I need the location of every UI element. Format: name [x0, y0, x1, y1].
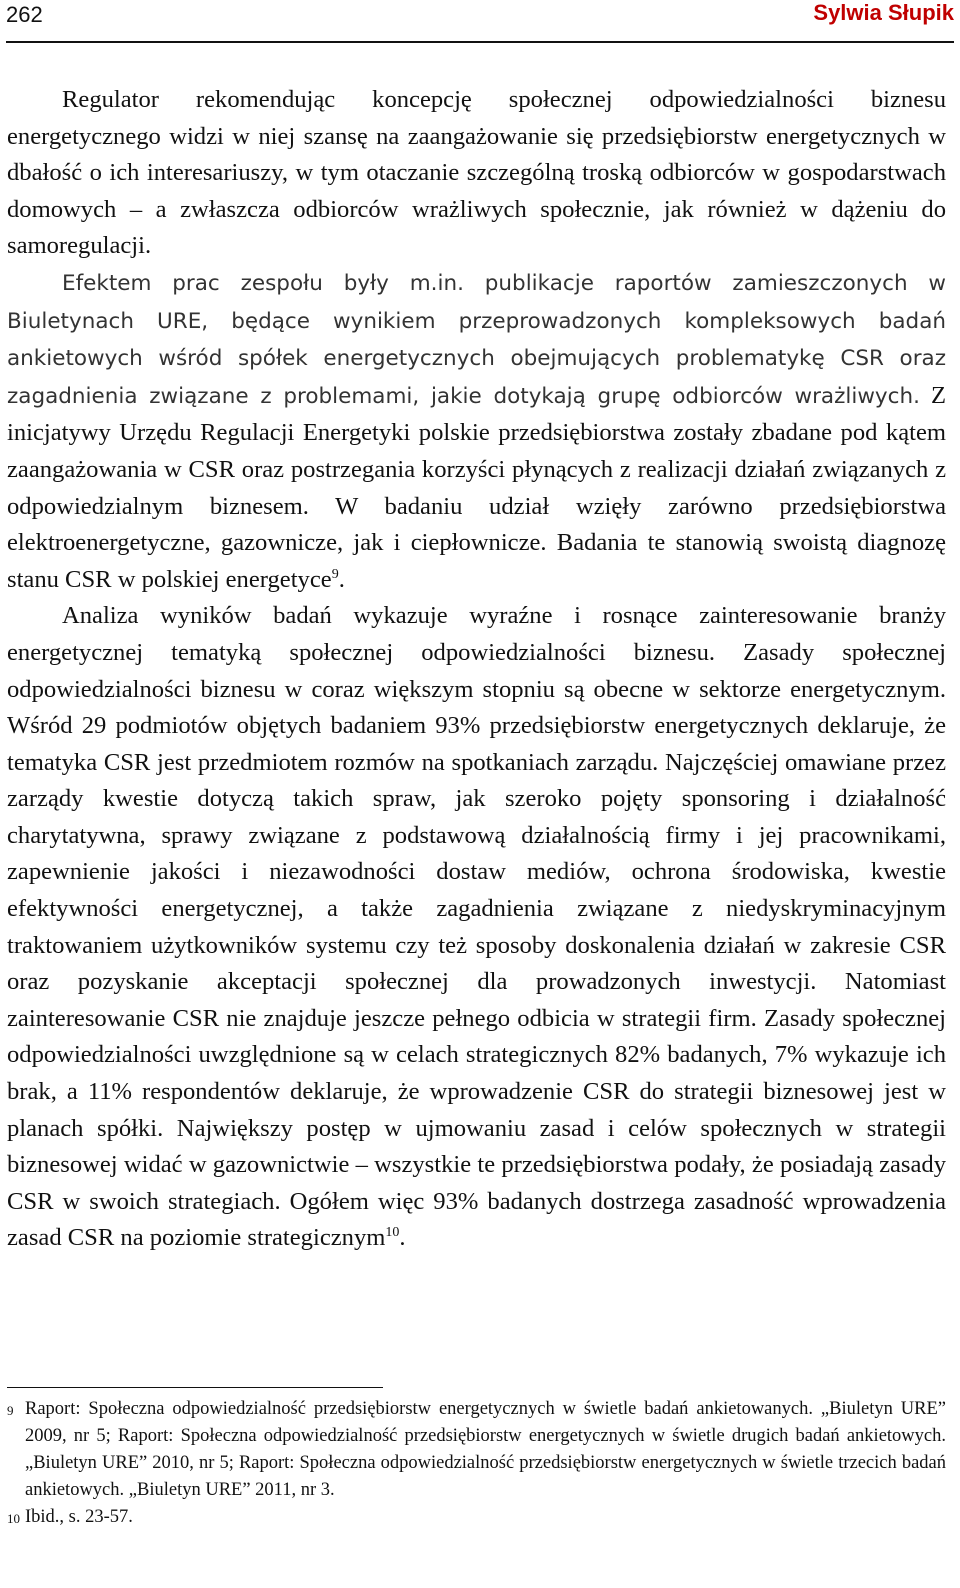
footnote-9-number: 9	[7, 1403, 14, 1418]
body-text	[7, 82, 946, 1257]
paragraph-1: Regulator rekomendując koncepcję społecznej odpowiedzialności biznesu energetycznego widzi w niej szansę na zaangażowanie się przedsiębiorstw energetycznych w dbałość o ich interesariuszy, w tym otaczanie szczególną troską odbiorców w gospodarstwach domowych – a zwłaszcza odbiorców wrażliwych społecznie, jak również w dążeniu do samoregulacji.	[7, 86, 946, 260]
header-rule	[6, 41, 954, 43]
running-title: Sylwia Słupik	[813, 0, 954, 25]
footnote-9-text: Raport: Społeczna odpowiedzialność przedsiębiorstw energetycznych w świetle badań ankietowanych. „Biuletyn URE” 2009, nr 5; Raport: Społeczna odpowiedzialność przedsiębiorstw energetycznych w świetle drugich badań ankietowych. „Biuletyn URE” 2010, nr 5; Raport: Społeczna odpowiedzialność przedsiębiorstw energetycznych w świetle trzecich badań ankietowych. „Biuletyn URE” 2011, nr 3.	[25, 1399, 946, 1500]
paragraph-2-serif-segment: Z inicjatywy Urzędu Regulacji Energetyki polskie przedsiębiorstwa zostały zbadane pod kątem zaangażowania w CSR oraz postrzegania korzyści płynących z realizacji działań związanych z odpowiedzialnym biznesem. W badaniu udział wzięły zarówno przedsiębiorstwa elektroenergetyczne, gazownicze, jak i ciepłownicze. Badania te stanowią swoistą diagnozę stanu CSR w polskiej energetyce	[7, 381, 947, 593]
paragraph-2-end: .	[338, 565, 345, 593]
paragraph-2-sans-segment: Efektem prac zespołu były m.in. publikacje raportów zamieszczonych w Biuletynach URE, będące wynikiem przeprowadzonych kompleksowych badań ankietowych wśród spółek energetycznych obejmujących problematykę CSR oraz zagadnienia związane z problemami, jakie dotykają grupę odbiorców wrażliwych.	[7, 270, 946, 409]
page-header	[6, 0, 954, 40]
paragraph-3-end: .	[399, 1224, 406, 1252]
footnote-10-number: 10	[7, 1511, 20, 1526]
paragraph-3-text: Analiza wyników badań wykazuje wyraźne i rosnące zainteresowanie branży energetycznej tematyką społecznej odpowiedzialności biznesu. Zasady społecznej odpowiedzialności biznesu w coraz większym stopniu są obecne w sektorze energetycznym. Wśród 29 podmiotów objętych badaniem 93% przedsiębiorstw energetycznych deklaruje, że tematyka CSR jest przedmiotem rozmów na spotkaniach zarządu. Najczęściej omawiane przez zarządy kwestie dotyczą takich spraw, jak szeroko pojęty sponsoring i działalność charytatywna, sprawy związane z podstawową działalnością firmy i jej pracownikami, zapewnienie jakości i niezawodności dostaw mediów, ochrona środowiska, kwestie efektywności energetycznej, a także zagadnienia związane z niedyskryminacyjnym traktowaniem użytkowników systemu czy też sposoby doskonalenia działań w zakresie CSR oraz pozyskanie akceptacji społecznej dla prowadzonych inwestycji. Natomiast zainteresowanie CSR nie znajduje jeszcze pełnego odbicia w strategii firm. Zasady społecznej odpowiedzialności uwzględnione są w celach strategicznych 82% badanych, 7% wykazuje ich brak, a 11% respondentów deklaruje, że wprowadzenie CSR do strategii biznesowej jest w planach spółki. Największy postęp w ujmowaniu zasad i celów społecznych w strategii biznesowej widać w gazownictwie – wszystkie te przedsiębiorstwa podały, że posiadają zasady CSR w swoich strategiach. Ogółem więc 93% badanych dostrzega zasadność wprowadzenia zasad CSR na poziomie strategicznym	[7, 602, 946, 1252]
page-number: 262	[6, 2, 43, 27]
footnote-ref-10[interactable]: 10	[385, 1225, 400, 1241]
footnote-10-text: Ibid., s. 23-57.	[25, 1507, 133, 1527]
footnote-9	[7, 1396, 946, 1504]
paragraph-3	[7, 598, 946, 1257]
footnote-10	[7, 1504, 946, 1531]
footnotes	[7, 1396, 946, 1531]
footnote-ref-9[interactable]: 9	[331, 566, 339, 582]
footnote-rule	[7, 1387, 383, 1388]
paragraph-2	[7, 265, 946, 598]
